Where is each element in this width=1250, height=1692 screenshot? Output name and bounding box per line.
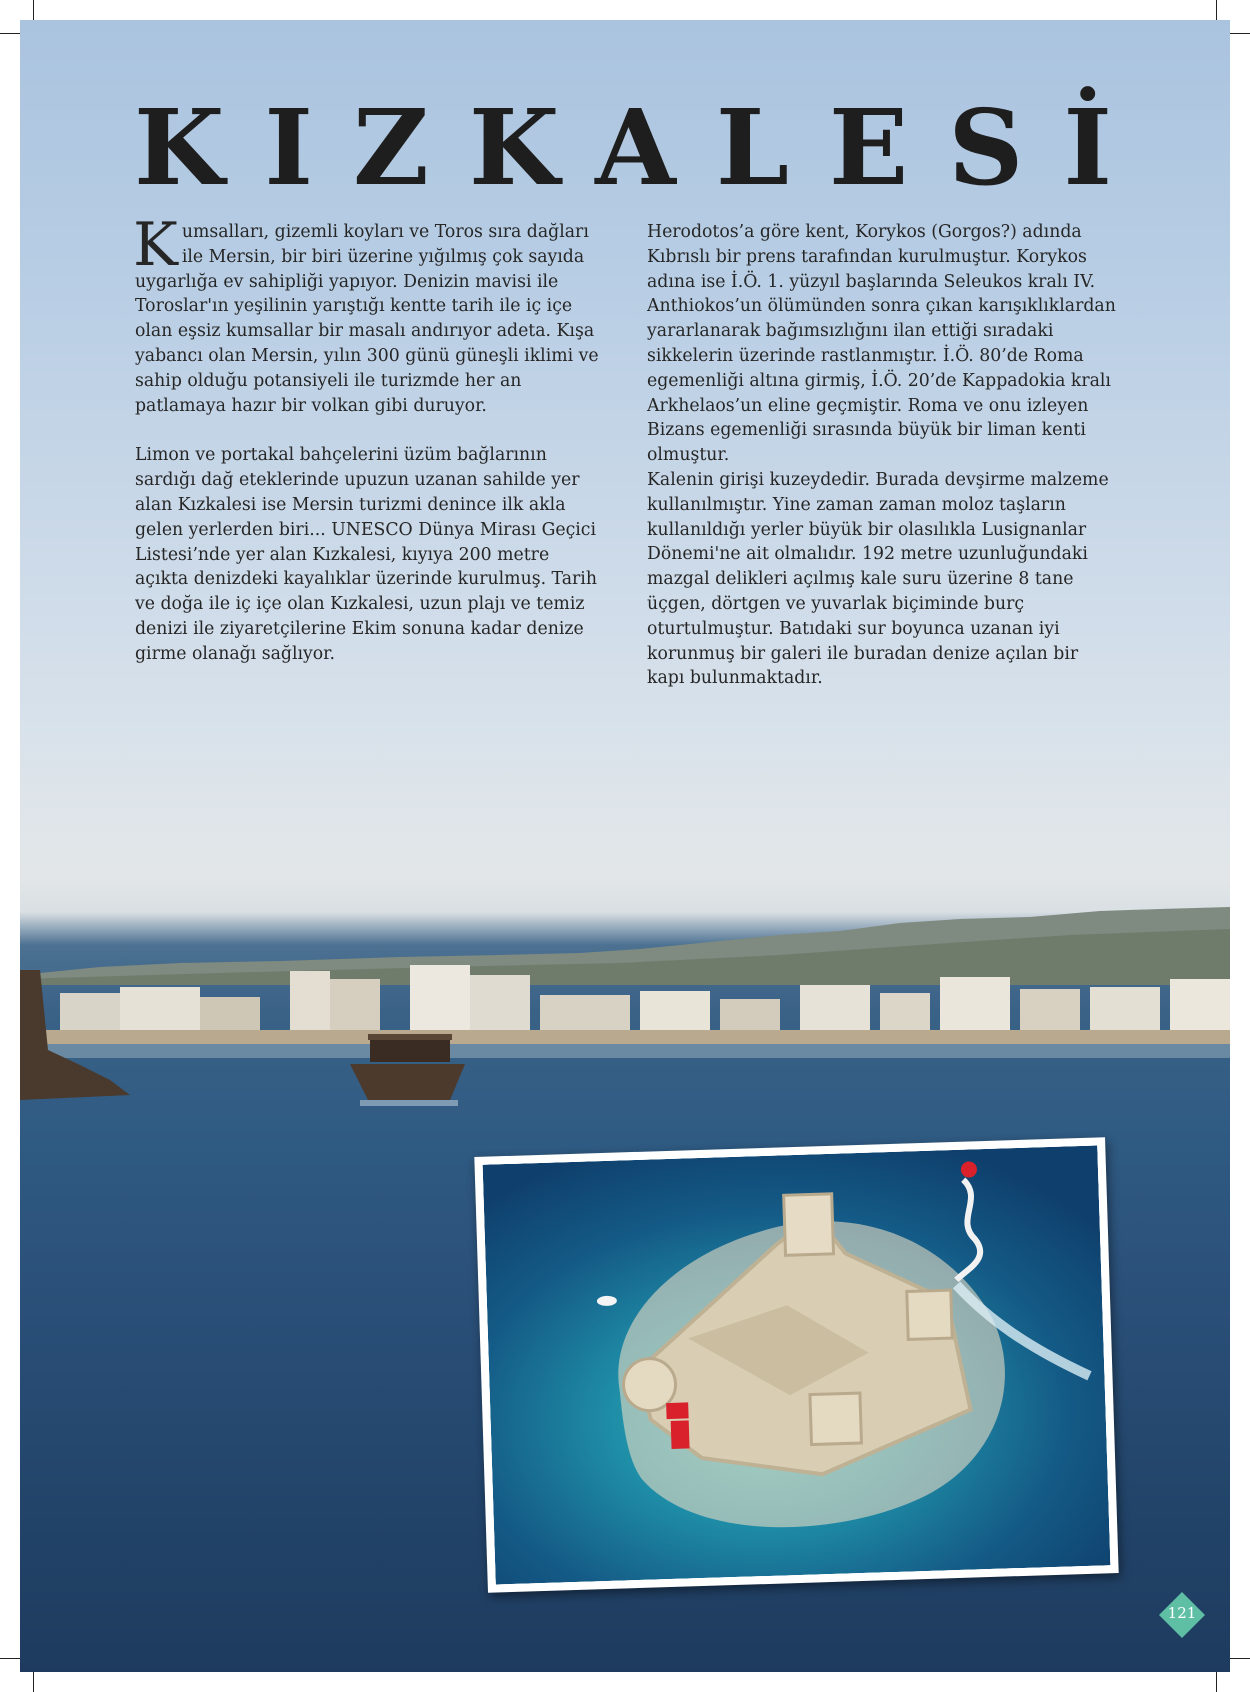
page-number: 121 <box>1167 1604 1197 1622</box>
article-paragraph: Limon ve portakal bahçelerini üzüm bağlarının sardığı dağ eteklerinde upuzun uzanan sahilde yer alan Kızkalesi ise Mersin turizmi denince ilk akla gelen yerlerden biri... UNESCO Dünya Mirası Geçici Listesi’nde yer alan Kızkalesi, kıyıya 200 metre açıkta denizdeki kayalıklar üzerinde kurulmuş. Tarih ve doğa ile iç içe olan Kızkalesi, uzun plajı ve temiz denizi ile ziyaretçilerine Ekim sonuna kadar denize girme olanağı sağlıyor. <box>135 445 597 664</box>
beach-strip <box>20 1030 1230 1058</box>
dropcap: K <box>133 210 178 280</box>
page-title: KIZKALESİ <box>134 86 1152 209</box>
inset-photo-castle <box>474 1137 1118 1593</box>
inset-photo-image <box>483 1145 1111 1584</box>
crop-mark <box>0 33 22 34</box>
article-right-column <box>647 220 1117 716</box>
article-paragraph <box>133 210 605 418</box>
crop-mark <box>0 1658 22 1659</box>
crop-mark <box>1216 1670 1217 1692</box>
article-left-column <box>133 210 605 692</box>
crop-mark <box>33 0 34 22</box>
crop-mark <box>33 1670 34 1692</box>
paragraph-text: umsalları, gizemli koyları ve Toros sıra dağları ile Mersin, bir biri üzerine yığılmış çok sayıda uygarlığa ev sahipliği yapıyor. Denizin mavisi ile Toroslar'ın yeşilinin yarıştığı kentte tarih ile iç içe olan eşsiz kumsallar bir masalı andırıyor adeta. Kışa yabancı olan Mersin, yılın 300 günü güneşli iklimi ve sahip olduğu potansiyeli ile turizmde her an patlamaya hazır bir volkan gibi duruyor. <box>135 222 599 416</box>
crop-mark <box>1228 33 1250 34</box>
tour-boat <box>350 1030 465 1108</box>
article-paragraph: Herodotos’a göre kent, Korykos (Gorgos?) adında Kıbrıslı bir prens tarafından kurulmuştur. Korykos adına ise İ.Ö. 1. yüzyıl başlarında Seleukos kralı IV. Anthiokos’un ölümünden sonra çıkan karışıklıklardan yararlanarak bağımsızlığını ilan ettiği sıradaki sikkelerin üzerinde rastlanmıştır. İ.Ö. 80’de Roma egemenliği altına girmiş, İ.Ö. 20’de Kappadokia kralı Arkhelaos’un eline geçmiştir. Roma ve onu izleyen Bizans egemenliği sırasında büyük bir liman kenti olmuştur. <box>647 222 1116 466</box>
rock-outcrop <box>20 970 130 1100</box>
crop-mark <box>1228 1658 1250 1659</box>
city-skyline <box>20 965 1230 1035</box>
crop-mark <box>1216 0 1217 22</box>
castle-aerial-illustration <box>483 1145 1111 1584</box>
article-paragraph: Kalenin girişi kuzeydedir. Burada devşirme malzeme kullanılmıştır. Yine zaman zaman moloz taşların kullanıldığı yerler büyük bir olasılıkla Lusignanlar Dönemi'ne ait olmalıdır. 192 metre uzunluğundaki mazgal delikleri açılmış kale suru üzerine 8 tane üçgen, dörtgen ve yuvarlak biçiminde burç oturtulmuştur. Batıdaki sur boyunca uzanan iyi korunmuş bir galeri ile buradan denize açılan bir kapı bulunmaktadır. <box>647 469 1109 689</box>
